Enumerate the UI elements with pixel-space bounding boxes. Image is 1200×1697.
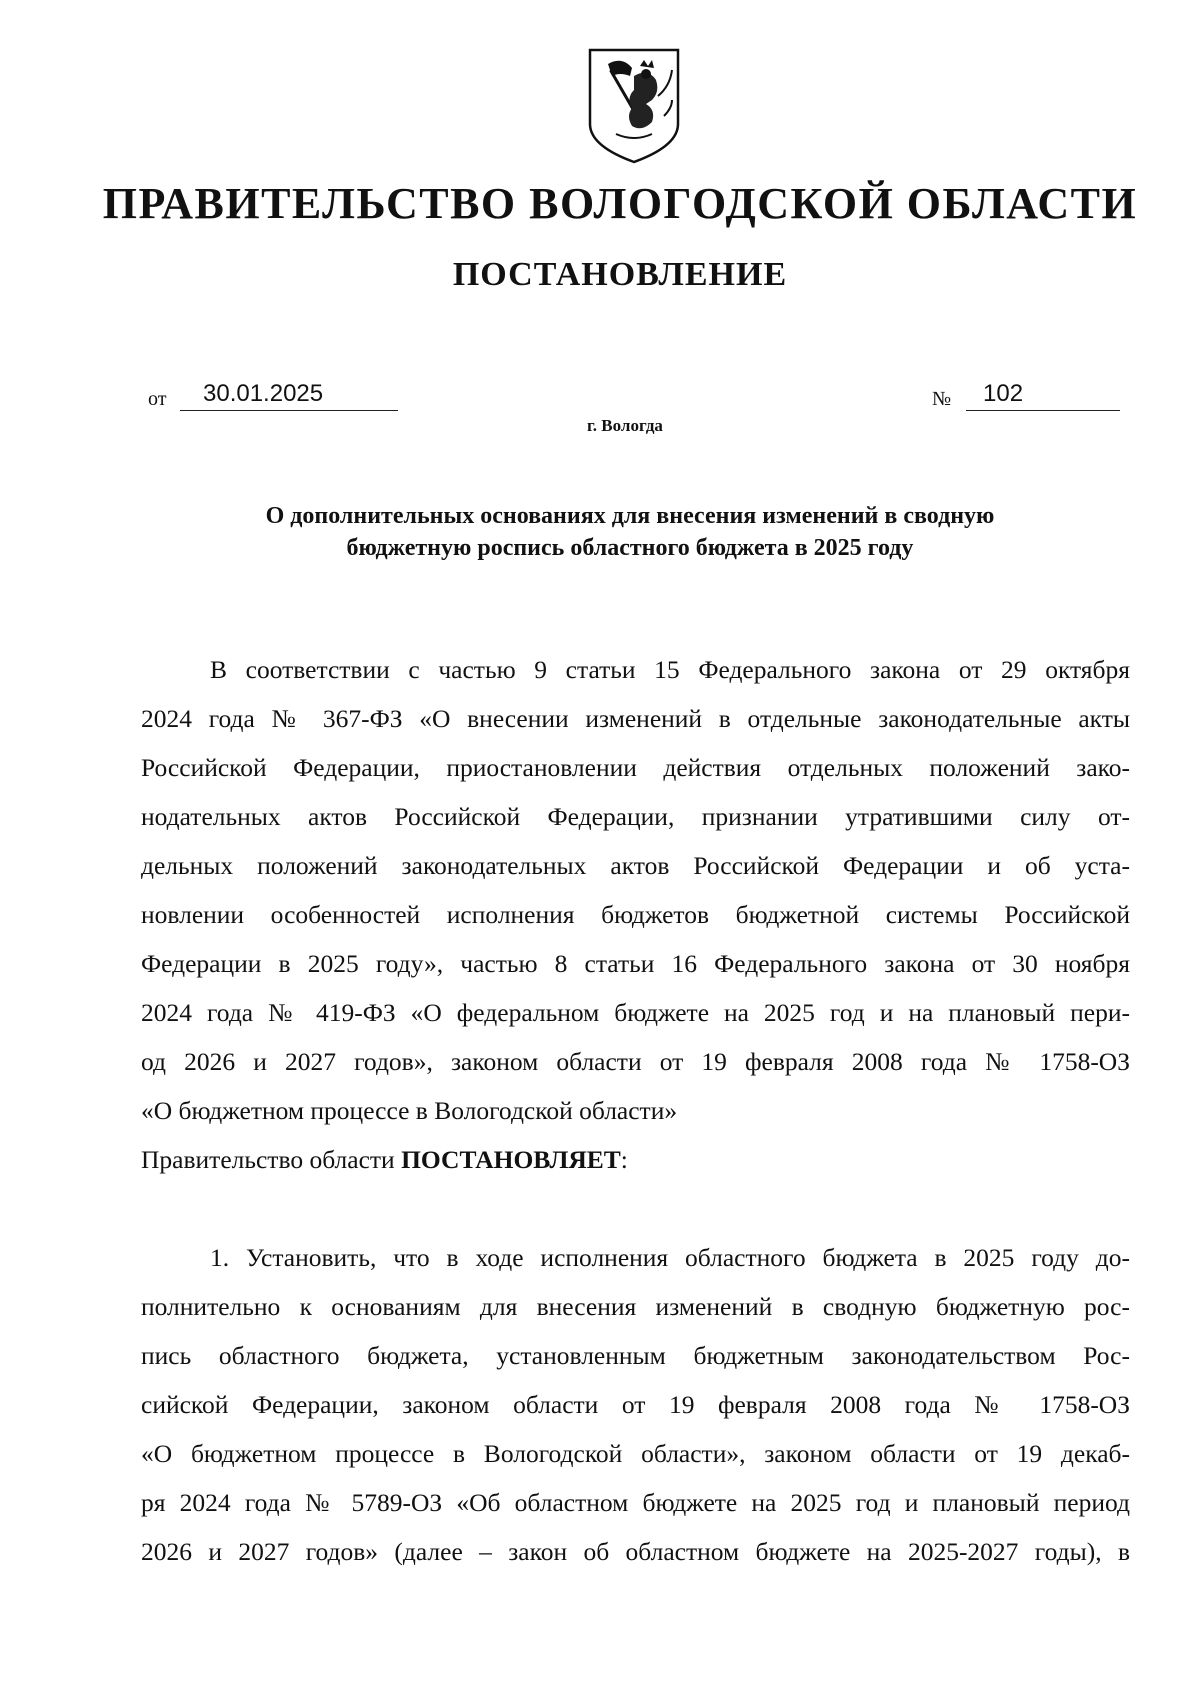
- document-date: 30.01.2025: [203, 380, 324, 407]
- city: г. Вологда: [587, 416, 663, 435]
- item1-line: пись областного бюджета, установленным бюджетным законодательством Рос-: [141, 1341, 1130, 1370]
- preamble-line: В соответствии с частью 9 статьи 15 Федерального закона от 29 октября: [210, 655, 1130, 684]
- number-underline: [966, 410, 1120, 411]
- item1-line: ря 2024 года № 5789-ОЗ «Об областном бюджете на 2025 год и плановый период: [141, 1488, 1130, 1517]
- item1-line: полнительно к основаниям для внесения изменений в сводную бюджетную рос-: [141, 1292, 1130, 1321]
- subject-line: О дополнительных основаниях для внесения изменений в сводную: [265, 503, 995, 529]
- date-underline: [180, 410, 398, 411]
- preamble-line: Российской Федерации, приостановлении действия отдельных положений зако-: [141, 753, 1130, 782]
- item1-line: «О бюджетном процессе в Вологодской области», законом области от 19 декаб-: [141, 1439, 1130, 1468]
- preamble-line: нодательных актов Российской Федерации, признании утратившими силу от-: [141, 802, 1130, 831]
- resolves-prefix: Правительство области: [141, 1145, 402, 1174]
- resolves-suffix: :: [620, 1145, 628, 1174]
- resolves-line: [141, 1140, 1130, 1180]
- item1-line: 2026 и 2027 годов» (далее – закон об областном бюджете на 2025-2027 годы), в: [141, 1537, 1130, 1566]
- item1-line: 1. Установить, что в ходе исполнения областного бюджета в 2025 году до-: [210, 1243, 1130, 1272]
- subject-line: бюджетную роспись областного бюджета в 2025 году: [346, 535, 914, 561]
- preamble-line: 2024 года № 419-ФЗ «О федеральном бюджете на 2025 год и на плановый пери-: [141, 998, 1130, 1027]
- document-type: ПОСТАНОВЛЕНИЕ: [452, 256, 788, 293]
- org-title: ПРАВИТЕЛЬСТВО ВОЛОГОДСКОЙ ОБЛАСТИ: [102, 179, 1138, 228]
- item1-line: сийской Федерации, законом области от 19 февраля 2008 года № 1758-ОЗ: [141, 1390, 1130, 1419]
- preamble-line: Федерации в 2025 году», частью 8 статьи 16 Федерального закона от 30 ноября: [141, 949, 1130, 978]
- number-label: №: [932, 388, 952, 410]
- date-label: от: [148, 388, 167, 410]
- document-subject: [150, 500, 1110, 564]
- resolves-keyword: ПОСТАНОВЛЯЕТ: [401, 1145, 621, 1174]
- preamble-line: новлении особенностей исполнения бюджетов бюджетной системы Российской: [141, 900, 1130, 929]
- preamble-line: «О бюджетном процессе в Вологодской области»: [141, 1096, 678, 1125]
- coat-of-arms-emblem: [586, 46, 682, 166]
- preamble-line: 2024 года № 367-ФЗ «О внесении изменений в отдельные законодательные акты: [141, 704, 1130, 733]
- document-number: 102: [983, 380, 1024, 407]
- preamble-line: од 2026 и 2027 годов», законом области от 19 февраля 2008 года № 1758-ОЗ: [141, 1047, 1130, 1076]
- preamble-line: дельных положений законодательных актов Российской Федерации и об уста-: [141, 851, 1130, 880]
